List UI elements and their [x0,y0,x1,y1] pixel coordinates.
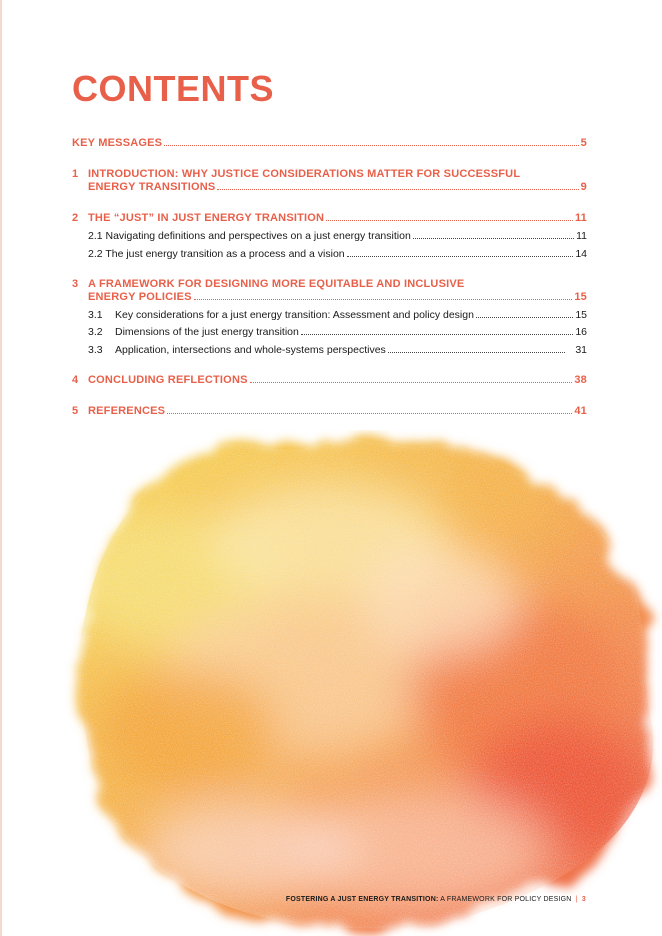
subsection-number: 3.2 [88,326,103,338]
dot-leader [388,351,566,353]
toc-entry-label: Application, intersections and whole-systems perspectives [115,344,386,356]
toc-page-number: 31 [575,344,587,356]
toc-entry-label-continued: ENERGY TRANSITIONS [88,181,216,193]
toc-page-number: 9 [580,181,587,193]
section-number: 5 [72,405,79,417]
subsection-number: 3.1 [88,309,103,321]
toc-entry-label: 2.1 Navigating definitions and perspectives on a just energy transition [88,230,411,242]
toc-entry-label: INTRODUCTION: WHY JUSTICE CONSIDERATIONS MATTER FOR SUCCESSFUL [88,168,521,180]
toc-page-number: 15 [575,309,587,321]
toc-entry-line1 [72,278,587,290]
toc-page-number: 15 [574,291,587,303]
watercolor-illustration [0,430,662,936]
dot-leader [217,188,578,190]
toc-page-number: 41 [574,405,587,417]
dot-leader [476,316,573,318]
toc-entry-line2 [72,291,587,303]
toc-page-number: 5 [580,137,587,149]
section-number: 3 [72,278,79,290]
toc-page-number: 11 [574,212,587,224]
toc-entry-section-3-1[interactable] [88,309,587,321]
section-number: 2 [72,212,79,224]
toc-page-number: 16 [575,326,587,338]
toc-page-number: 14 [575,248,587,260]
dot-leader [326,219,573,221]
toc-entry-section-3-3[interactable] [88,344,587,356]
dot-leader [250,381,573,383]
section-number: 1 [72,168,79,180]
toc-entry-section-4[interactable] [72,374,587,386]
toc-entry-section-3-2[interactable] [88,326,587,338]
toc-entry-label: CONCLUDING REFLECTIONS [88,374,248,386]
toc-entry-section-2-1[interactable] [88,230,587,242]
toc-entry-label: REFERENCES [88,405,166,417]
toc-entry-label: A FRAMEWORK FOR DESIGNING MORE EQUITABLE AND INCLUSIVE [88,278,465,290]
footer-page-number: 3 [581,896,586,903]
toc-entry-label-continued: ENERGY POLICIES [88,291,192,303]
subsection-number: 3.3 [88,344,103,356]
dot-leader [301,333,573,335]
toc-entry-label: Dimensions of the just energy transition [115,326,299,338]
toc-entry-label: Key considerations for a just energy transition: Assessment and policy design [115,309,474,321]
page-footer [286,896,586,903]
footer-title-bold: FOSTERING A JUST ENERGY TRANSITION: [285,896,439,903]
page-title: CONTENTS [72,68,274,109]
toc-entry-line1 [72,168,587,180]
toc-entry-line2 [72,181,587,193]
section-number: 4 [72,374,79,386]
toc-entry-section-5[interactable] [72,405,587,417]
toc-entry-section-2[interactable] [72,212,587,224]
dot-leader [347,255,574,257]
dot-leader [167,412,572,414]
dot-leader [194,298,573,300]
dot-leader [413,237,574,239]
footer-separator: | [575,896,578,903]
toc-entry-label: KEY MESSAGES [72,137,163,149]
toc-entry-key-messages[interactable] [72,137,587,149]
toc-entry-label: 2.2 The just energy transition as a process and a vision [88,248,345,260]
toc-entry-section-2-2[interactable] [88,248,587,260]
dot-leader [164,144,578,146]
footer-title: A FRAMEWORK FOR POLICY DESIGN [440,896,572,903]
toc-page-number: 11 [576,230,587,242]
toc-entry-label: THE “JUST” IN JUST ENERGY TRANSITION [88,212,325,224]
toc-page-number: 38 [574,374,587,386]
